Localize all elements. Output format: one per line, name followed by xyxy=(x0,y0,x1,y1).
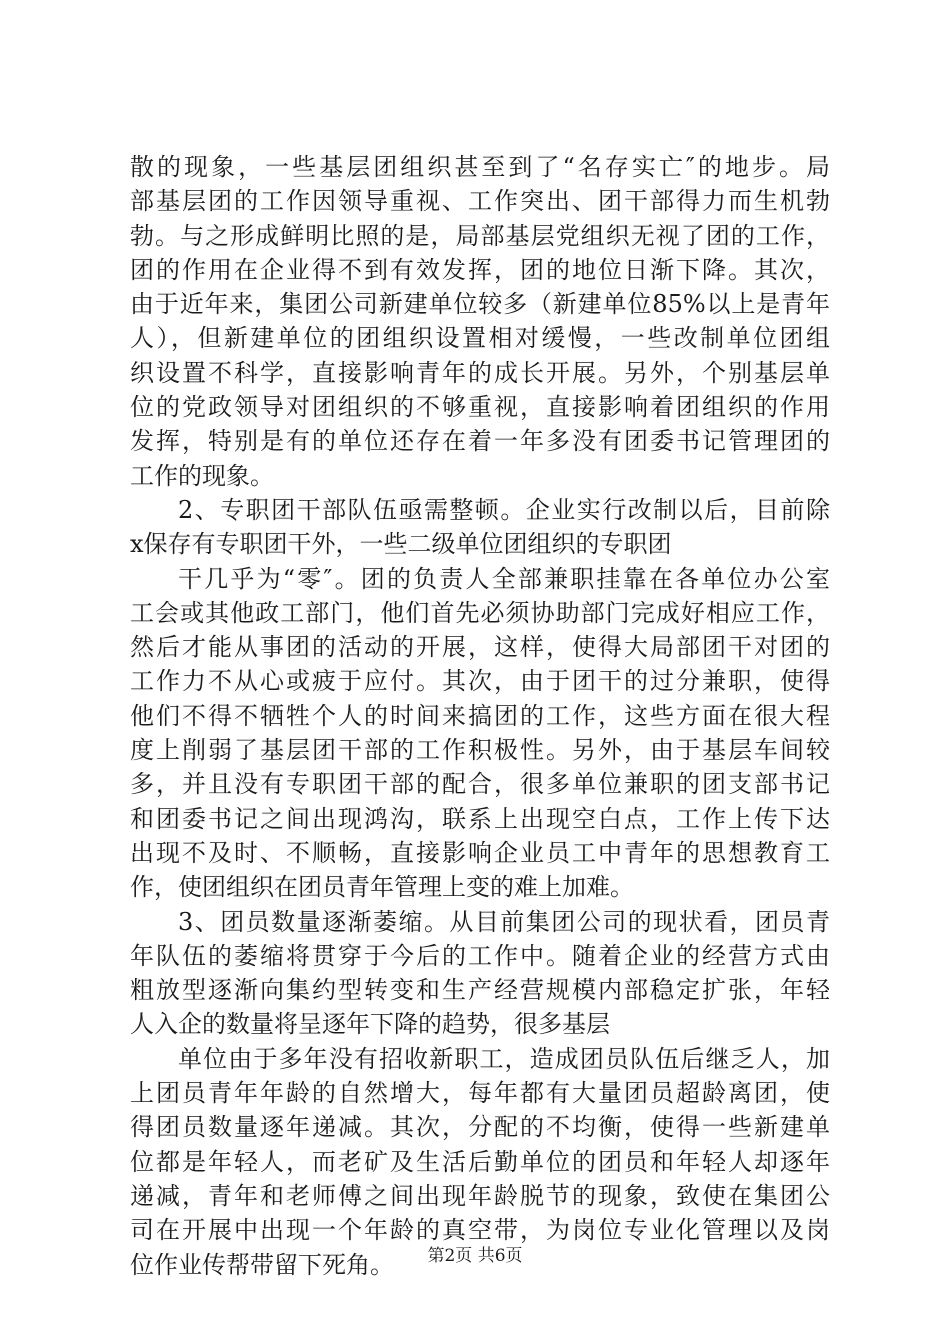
text-line: 人），但新建单位的团组织设置相对缓慢，一些改制单位团组 xyxy=(130,324,830,353)
text-line: 工作力不从心或疲于应付。其次，由于团干的过分兼职，使得 xyxy=(130,667,830,696)
text-line: 作，使团组织在团员青年管理上变的难上加难。 xyxy=(130,873,634,902)
page-footer: 第2页 共6页 xyxy=(427,1246,523,1266)
text-line: 干几乎为“零″。团的负责人全部兼职挂靠在各单位办公室 xyxy=(178,564,830,593)
text-line: 工会或其他政工部门，他们首先必须协助部门完成好相应工作， xyxy=(130,598,830,627)
text-line: 粗放型逐渐向集约型转变和生产经营规模内部稳定扩张，年轻 xyxy=(130,976,830,1005)
text-line: 单位由于多年没有招收新职工，造成团员队伍后继乏人，加 xyxy=(178,1044,830,1073)
text-line: 司在开展中出现一个年龄的真空带，为岗位专业化管理以及岗 xyxy=(130,1216,830,1245)
text-line: 位作业传帮带留下死角。 xyxy=(130,1250,394,1279)
text-line: 由于近年来，集团公司新建单位较多（新建单位85%以上是青年 xyxy=(130,290,830,319)
text-line: 工作的现象。 xyxy=(130,461,274,490)
text-line: 然后才能从事团的活动的开展，这样，使得大局部团干对团的 xyxy=(130,633,830,662)
text-line: 3、团员数量逐渐萎缩。从目前集团公司的现状看，团员青 xyxy=(178,907,830,936)
text-line: 得团员数量逐年递减。其次，分配的不均衡，使得一些新建单 xyxy=(130,1113,830,1142)
text-line: 年队伍的萎缩将贯穿于今后的工作中。随着企业的经营方式由 xyxy=(130,941,830,970)
text-line: 递减，青年和老师傅之间出现年龄脱节的现象，致使在集团公 xyxy=(130,1181,830,1210)
text-line: 多，并且没有专职团干部的配合，很多单位兼职的团支部书记 xyxy=(130,770,830,799)
text-line: 团的作用在企业得不到有效发挥，团的地位日渐下降。其次， xyxy=(130,255,830,284)
text-line: 勃。与之形成鲜明比照的是，局部基层党组织无视了团的工作， xyxy=(130,221,830,250)
text-line: 部基层团的工作因领导重视、工作突出、团干部得力而生机勃 xyxy=(130,187,830,216)
text-line: 位都是年轻人，而老矿及生活后勤单位的团员和年轻人却逐年 xyxy=(130,1147,830,1176)
text-line: 度上削弱了基层团干部的工作积极性。另外，由于基层车间较 xyxy=(130,736,830,765)
document-body xyxy=(130,150,830,1282)
text-line: 2、专职团干部队伍亟需整顿。企业实行改制以后，目前除 xyxy=(178,495,830,524)
text-line: 散的现象，一些基层团组织甚至到了“名存实亡″的地步。局 xyxy=(130,153,830,181)
text-line: 发挥，特别是有的单位还存在着一年多没有团委书记管理团的 xyxy=(130,427,830,456)
text-line: x保存有专职团干外，一些二级单位团组织的专职团 xyxy=(130,530,672,559)
text-line: 出现不及时、不顺畅，直接影响企业员工中青年的思想教育工 xyxy=(130,838,830,867)
text-line: 织设置不科学，直接影响青年的成长开展。另外，个别基层单 xyxy=(130,358,830,387)
text-line: 和团委书记之间出现鸿沟，联系上出现空白点，工作上传下达 xyxy=(130,804,830,833)
text-line: 位的党政领导对团组织的不够重视，直接影响着团组织的作用 xyxy=(130,393,830,422)
text-line: 他们不得不牺牲个人的时间来搞团的工作，这些方面在很大程 xyxy=(130,701,830,730)
text-line: 人入企的数量将呈逐年下降的趋势，很多基层 xyxy=(130,1010,610,1039)
text-line: 上团员青年年龄的自然增大，每年都有大量团员超龄离团，使 xyxy=(130,1079,830,1108)
